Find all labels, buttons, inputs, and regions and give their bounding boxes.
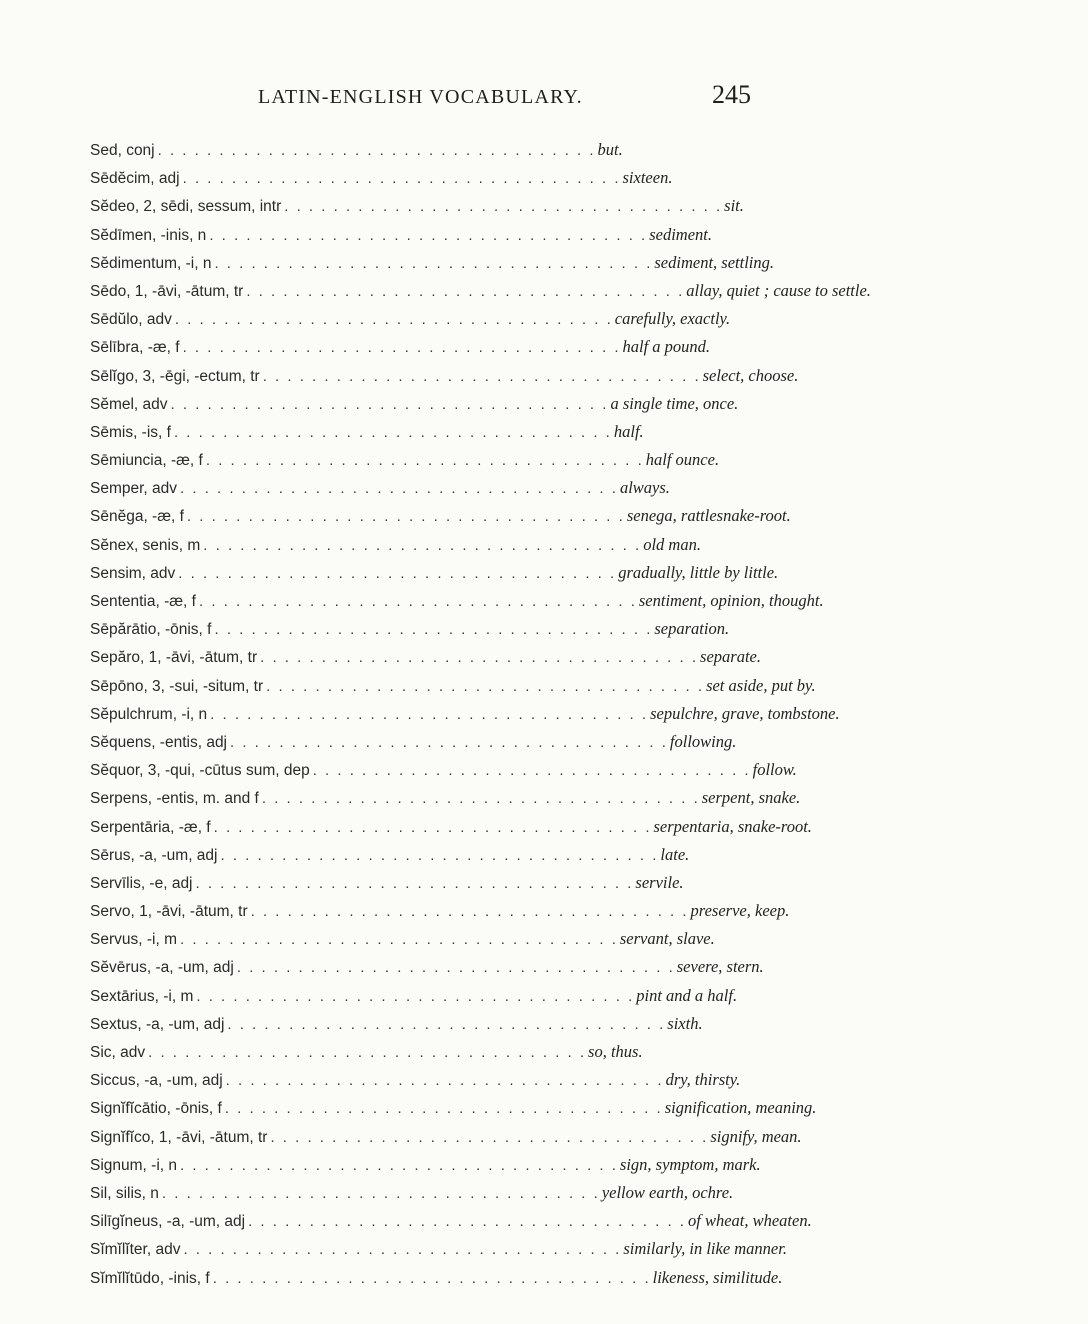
english-gloss: so, thus.: [588, 1042, 643, 1061]
vocabulary-entry: [90, 873, 770, 901]
dot-leader: . . . . . . . . . . . . . . . . . . . . . . . . . . . . . . . . . . . .: [174, 311, 613, 329]
vocabulary-entry: [90, 1126, 802, 1155]
english-gloss: a single time, once.: [610, 393, 739, 413]
vocabulary-entry: [90, 929, 770, 957]
dot-leader: . . . . . . . . . . . . . . . . . . . . . . . . . . . . . . . . . . . .: [182, 339, 621, 357]
latin-headword: Sērus, -a, -um, adj: [90, 846, 218, 864]
english-gloss: but.: [597, 140, 623, 159]
latin-headword: Sĕdeo, 2, sēdi, sessum, intr: [90, 198, 282, 216]
vocabulary-entry: [90, 788, 801, 816]
vocabulary-entry: [90, 816, 812, 845]
latin-headword: Sĕmel, adv: [90, 395, 168, 413]
vocabulary-entry: [90, 957, 770, 985]
vocabulary-entry: [90, 1098, 817, 1126]
latin-headword: Sēlībra, -æ, f: [90, 339, 180, 357]
english-gloss: sediment, settling.: [654, 252, 774, 272]
dot-leader: . . . . . . . . . . . . . . . . . . . . . . . . . . . . . . . . . . . .: [284, 198, 723, 216]
english-gloss: signify, mean.: [710, 1126, 802, 1146]
latin-headword: Sĕnex, senis, m: [90, 536, 201, 554]
latin-headword: Sĕvērus, -a, -um, adj: [90, 959, 234, 977]
latin-headword: Sed, conj: [90, 142, 155, 159]
page-header: [0, 80, 801, 126]
vocabulary-entry: [90, 365, 799, 394]
vocabulary-entry: [90, 1239, 787, 1267]
english-gloss: select, choose.: [702, 365, 799, 385]
vocabulary-entry: [90, 562, 779, 591]
latin-headword: Sēdĕcim, adj: [90, 170, 180, 188]
dot-leader: . . . . . . . . . . . . . . . . . . . . . . . . . . . . . . . . . . . .: [260, 649, 699, 667]
english-gloss: servant, slave.: [619, 929, 715, 949]
english-gloss: old man.: [643, 534, 701, 554]
english-gloss: sit.: [724, 196, 744, 216]
vocabulary-entry: [90, 703, 840, 732]
vocabulary-entry: [90, 986, 770, 1014]
dot-leader: . . . . . . . . . . . . . . . . . . . . . . . . . . . . . . . . . . . .: [212, 1269, 651, 1287]
dot-leader: . . . . . . . . . . . . . . . . . . . . . . . . . . . . . . . . . . . .: [262, 367, 701, 385]
vocabulary-entry: [90, 901, 790, 929]
vocabulary-entry: [90, 647, 770, 675]
dot-leader: . . . . . . . . . . . . . . . . . . . . . . . . . . . . . . . . . . . .: [266, 677, 705, 695]
latin-headword: Serpens, -entis, m. and f: [90, 790, 259, 808]
dot-leader: . . . . . . . . . . . . . . . . . . . . . . . . . . . . . . . . . . . .: [230, 733, 668, 751]
dot-leader: . . . . . . . . . . . . . . . . . . . . . . . . . . . . . . . . . . . .: [220, 846, 659, 864]
vocabulary-entry: [90, 1070, 770, 1098]
latin-headword: Signĭfĭcātio, -ōnis, f: [90, 1100, 222, 1118]
latin-headword: Sĭmĭlĭter, adv: [90, 1241, 181, 1259]
dot-leader: . . . . . . . . . . . . . . . . . . . . . . . . . . . . . . . . . . . .: [210, 705, 649, 723]
vocabulary-entry: [90, 168, 770, 196]
english-gloss: signification, meaning.: [664, 1098, 817, 1118]
dot-leader: . . . . . . . . . . . . . . . . . . . . . . . . . . . . . . . . . . . .: [178, 564, 617, 582]
dot-leader: . . . . . . . . . . . . . . . . . . . . . . . . . . . . . . . . . . . .: [170, 395, 609, 413]
dot-leader: . . . . . . . . . . . . . . . . . . . . . . . . . . . . . . . . . . . .: [183, 1241, 622, 1259]
english-gloss: sentiment, opinion, thought.: [638, 591, 824, 610]
vocabulary-entry: [90, 506, 791, 534]
latin-headword: Siccus, -a, -um, adj: [90, 1072, 223, 1090]
latin-headword: Sententia, -æ, f: [90, 593, 196, 610]
dot-leader: . . . . . . . . . . . . . . . . . . . . . . . . . . . . . . . . . . . .: [214, 621, 653, 639]
english-gloss: preserve, keep.: [690, 901, 790, 921]
dot-leader: . . . . . . . . . . . . . . . . . . . . . . . . . . . . . . . . . . . .: [225, 1072, 664, 1090]
english-gloss: set aside, put by.: [706, 675, 816, 695]
latin-headword: Sĕquens, -entis, adj: [90, 733, 228, 751]
english-gloss: sign, symptom, mark.: [619, 1154, 761, 1174]
english-gloss: of wheat, wheaten.: [687, 1211, 812, 1231]
vocabulary-entry: [90, 1183, 770, 1211]
dot-leader: . . . . . . . . . . . . . . . . . . . . . . . . . . . . . . . . . . . .: [195, 874, 634, 892]
latin-headword: Sic, adv: [90, 1044, 146, 1061]
english-gloss: sixth.: [667, 1013, 703, 1033]
latin-headword: Sensim, adv: [90, 564, 176, 582]
dot-leader: . . . . . . . . . . . . . . . . . . . . . . . . . . . . . . . . . . . .: [180, 480, 618, 498]
vocabulary-entry: [90, 760, 797, 788]
english-gloss: sixteen.: [622, 168, 673, 188]
vocabulary-entry: [90, 196, 770, 224]
dot-leader: . . . . . . . . . . . . . . . . . . . . . . . . . . . . . . . . . . . .: [209, 226, 648, 244]
dot-leader: . . . . . . . . . . . . . . . . . . . . . . . . . . . . . . . . . . . .: [182, 170, 621, 188]
latin-headword: Serpentāria, -æ, f: [90, 818, 211, 836]
vocabulary-entry: [90, 1014, 770, 1042]
english-gloss: senega, rattlesnake-root.: [626, 506, 791, 526]
english-gloss: severe, stern.: [676, 957, 764, 977]
vocabulary-entry: [90, 1042, 770, 1070]
latin-headword: Sepăro, 1, -āvi, -ātum, tr: [90, 649, 258, 667]
dot-leader: . . . . . . . . . . . . . . . . . . . . . . . . . . . . . . . . . . . .: [173, 423, 612, 441]
latin-headword: Sĕdīmen, -inis, n: [90, 226, 207, 244]
english-gloss: sediment.: [649, 224, 712, 244]
english-gloss: serpentaria, snake-root.: [653, 816, 812, 836]
vocabulary-list: [90, 140, 871, 1296]
english-gloss: sepulchre, grave, tombstone.: [650, 703, 840, 723]
dot-leader: . . . . . . . . . . . . . . . . . . . . . . . . . . . . . . . . . . . .: [312, 762, 751, 780]
latin-headword: Sĕpulchrum, -i, n: [90, 705, 208, 723]
dot-leader: . . . . . . . . . . . . . . . . . . . . . . . . . . . . . . . . . . . .: [196, 987, 635, 1005]
vocabulary-entry: [90, 450, 770, 478]
dot-leader: . . . . . . . . . . . . . . . . . . . . . . . . . . . . . . . . . . . .: [248, 1213, 686, 1231]
latin-headword: Sextus, -a, -um, adj: [90, 1015, 225, 1033]
english-gloss: half.: [613, 421, 644, 441]
dot-leader: . . . . . . . . . . . . . . . . . . . . . . . . . . . . . . . . . . . .: [227, 1015, 666, 1033]
english-gloss: separation.: [654, 619, 730, 639]
dot-leader: . . . . . . . . . . . . . . . . . . . . . . . . . . . . . . . . . . . .: [224, 1100, 663, 1118]
english-gloss: yellow earth, ochre.: [601, 1182, 734, 1202]
english-gloss: similarly, in like manner.: [623, 1239, 787, 1259]
english-gloss: late.: [660, 844, 690, 864]
latin-headword: Sil, silis, n: [90, 1184, 159, 1202]
latin-headword: Sēdo, 1, -āvi, -ātum, tr: [90, 282, 244, 300]
latin-headword: Sĕquor, 3, -qui, -cūtus sum, dep: [90, 762, 310, 780]
dot-leader: . . . . . . . . . . . . . . . . . . . . . . . . . . . . . . . . . . . .: [214, 254, 653, 272]
dot-leader: . . . . . . . . . . . . . . . . . . . . . . . . . . . . . . . . . . . .: [205, 452, 644, 470]
latin-headword: Silīgĭneus, -a, -um, adj: [90, 1213, 246, 1231]
vocabulary-entry: [90, 140, 770, 168]
vocabulary-entry: [90, 478, 770, 506]
english-gloss: servile.: [635, 872, 684, 892]
latin-headword: Sēnĕga, -æ, f: [90, 508, 184, 526]
vocabulary-entry: [90, 280, 871, 309]
latin-headword: Semper, adv: [90, 480, 178, 498]
running-title: LATIN-ENGLISH VOCABULARY.: [258, 86, 583, 108]
latin-headword: Signĭfĭco, 1, -āvi, -ātum, tr: [90, 1128, 268, 1146]
latin-headword: Signum, -i, n: [90, 1156, 178, 1174]
vocabulary-entry: [90, 1267, 783, 1296]
vocabulary-entry: [90, 675, 816, 704]
dot-leader: . . . . . . . . . . . . . . . . . . . . . . . . . . . . . . . . . . . .: [250, 903, 689, 921]
latin-headword: Sēmis, -is, f: [90, 423, 171, 441]
dot-leader: . . . . . . . . . . . . . . . . . . . . . . . . . . . . . . . . . . . .: [213, 818, 652, 836]
english-gloss: pint and a half.: [636, 985, 738, 1005]
latin-headword: Servīlis, -e, adj: [90, 874, 193, 892]
latin-headword: Sĕdimentum, -i, n: [90, 254, 212, 272]
dot-leader: . . . . . . . . . . . . . . . . . . . . . . . . . . . . . . . . . . . .: [246, 282, 685, 300]
english-gloss: allay, quiet ; cause to settle.: [686, 280, 871, 300]
vocabulary-entry: [90, 845, 770, 873]
page-number: 245: [712, 80, 751, 109]
latin-headword: Sēpărātio, -ōnis, f: [90, 621, 212, 639]
dot-leader: . . . . . . . . . . . . . . . . . . . . . . . . . . . . . . . . . . . .: [148, 1044, 587, 1061]
english-gloss: half a pound.: [622, 337, 711, 357]
vocabulary-entry: [90, 225, 770, 253]
dot-leader: . . . . . . . . . . . . . . . . . . . . . . . . . . . . . . . . . . . .: [157, 142, 596, 159]
english-gloss: carefully, exactly.: [614, 309, 731, 329]
dot-leader: . . . . . . . . . . . . . . . . . . . . . . . . . . . . . . . . . . . .: [203, 536, 642, 554]
dot-leader: . . . . . . . . . . . . . . . . . . . . . . . . . . . . . . . . . . . .: [270, 1128, 709, 1146]
vocabulary-entry: [90, 619, 770, 647]
vocabulary-entry: [90, 337, 770, 365]
english-gloss: follow.: [752, 760, 797, 780]
latin-headword: Servus, -i, m: [90, 931, 177, 949]
vocabulary-entry: [90, 1155, 770, 1183]
vocabulary-entry: [90, 1211, 812, 1239]
dot-leader: . . . . . . . . . . . . . . . . . . . . . . . . . . . . . . . . . . . .: [186, 508, 625, 526]
vocabulary-entry: [90, 535, 770, 563]
english-gloss: gradually, little by little.: [618, 562, 779, 582]
dot-leader: . . . . . . . . . . . . . . . . . . . . . . . . . . . . . . . . . . . .: [198, 593, 637, 610]
dot-leader: . . . . . . . . . . . . . . . . . . . . . . . . . . . . . . . . . . . .: [179, 931, 618, 949]
vocabulary-entry: [90, 252, 774, 281]
dot-leader: . . . . . . . . . . . . . . . . . . . . . . . . . . . . . . . . . . . .: [161, 1184, 600, 1202]
dot-leader: . . . . . . . . . . . . . . . . . . . . . . . . . . . . . . . . . . . .: [180, 1156, 618, 1174]
latin-headword: Sēmiuncia, -æ, f: [90, 452, 203, 470]
latin-headword: Sextārius, -i, m: [90, 987, 194, 1005]
english-gloss: dry, thirsty.: [665, 1070, 741, 1090]
english-gloss: likeness, similitude.: [652, 1267, 783, 1287]
dot-leader: . . . . . . . . . . . . . . . . . . . . . . . . . . . . . . . . . . . .: [236, 959, 675, 977]
latin-headword: Sēpōno, 3, -sui, -situm, tr: [90, 677, 264, 695]
latin-headword: Sĭmĭlĭtūdo, -inis, f: [90, 1269, 210, 1287]
english-gloss: always.: [619, 478, 670, 498]
vocabulary-entry: [90, 422, 770, 450]
english-gloss: separate.: [700, 647, 761, 667]
vocabulary-entry: [90, 591, 824, 619]
latin-headword: Sēdŭlo, adv: [90, 311, 172, 329]
vocabulary-entry: [90, 309, 770, 337]
vocabulary-entry: [90, 394, 770, 422]
english-gloss: half ounce.: [645, 450, 720, 470]
vocabulary-entry: [90, 732, 770, 760]
english-gloss: serpent, snake.: [701, 788, 801, 808]
dot-leader: . . . . . . . . . . . . . . . . . . . . . . . . . . . . . . . . . . . .: [261, 790, 700, 808]
latin-headword: Sēlĭgo, 3, -ēgi, -ectum, tr: [90, 367, 260, 385]
latin-headword: Servo, 1, -āvi, -ātum, tr: [90, 903, 248, 921]
english-gloss: following.: [669, 731, 737, 751]
